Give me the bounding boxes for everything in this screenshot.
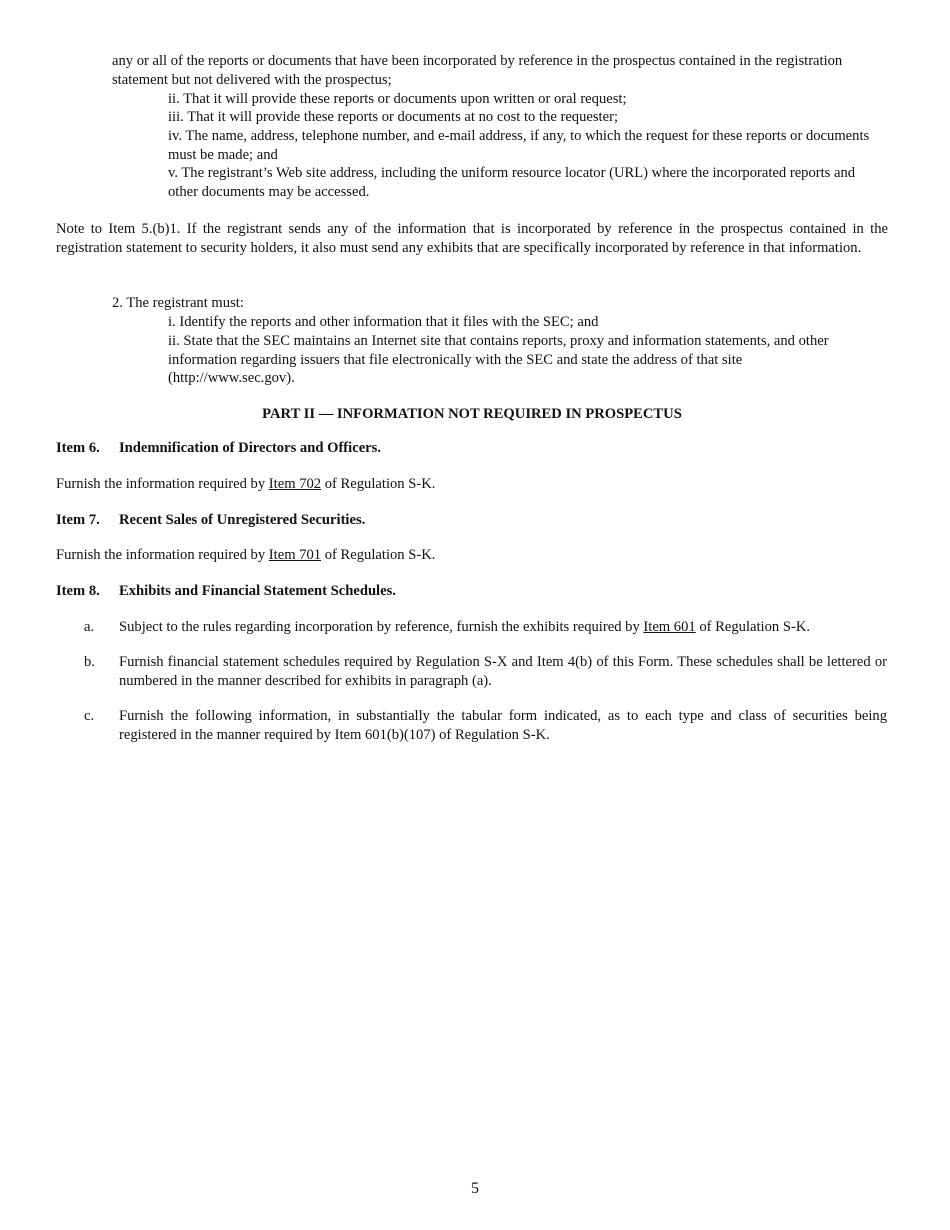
item-7-text-before: Furnish the information required by: [56, 547, 269, 563]
item-8-b-marker: b.: [84, 654, 95, 670]
list-item-v: v. The registrant’s Web site address, including the uniform resource locator (URL) where the incorporated reports and other documents may be accessed.: [168, 165, 856, 200]
item-7-heading: [56, 511, 888, 530]
para-2-item-i: i. Identify the reports and other information that it files with the SEC; and: [168, 314, 599, 330]
item-8-c-text: Furnish the following information, in substantially the tabular form indicated, as to each type and class of securities being registered in the manner required by Item 601(b)(107) of Regulation S-K.: [119, 708, 887, 743]
list-item-iii: iii. That it will provide these reports or documents at no cost to the requester;: [168, 109, 619, 125]
item-7-text: [56, 546, 888, 565]
item-8-number: Item 8.: [56, 583, 100, 599]
part-ii-heading: PART II — INFORMATION NOT REQUIRED IN PROSPECTUS: [262, 406, 682, 422]
item-8-a-marker: a.: [84, 619, 95, 635]
item-7-text-after: of Regulation S-K.: [321, 547, 436, 563]
item-7-number: Item 7.: [56, 512, 100, 528]
item-8-a-text-after: of Regulation S-K.: [695, 619, 811, 635]
item-6-text-before: Furnish the information required by: [56, 476, 269, 492]
para-2-lead: 2. The registrant must:: [112, 295, 244, 311]
item-6-text: [56, 475, 888, 494]
item-8-a-text: [119, 618, 887, 637]
item-6-number: Item 6.: [56, 440, 100, 456]
note-item-5b1: Note to Item 5.(b)1. If the registrant sends any of the information that is incorporated by reference in the prospectus contained in the registration statement to security holders, it also must send any exhibits that are specifically incorporated by reference in that information.: [56, 221, 888, 256]
item-8-title: Exhibits and Financial Statement Schedules.: [119, 583, 396, 599]
item-8-heading: [56, 582, 888, 601]
item-701-link[interactable]: Item 701: [268, 547, 322, 563]
list-item-ii: ii. That it will provide these reports or documents upon written or oral request;: [168, 91, 627, 107]
continuation-lead: any or all of the reports or documents that have been incorporated by reference in the prospectus contained in the registration statement but not delivered with the prospectus;: [112, 53, 843, 88]
item-6-heading: [56, 439, 888, 458]
item-8-b-text: Furnish financial statement schedules required by Regulation S-X and Item 4(b) of this Form. These schedules shall be lettered or numbered in the manner described for exhibits in paragraph (a).: [119, 654, 887, 689]
para-2-item-ii: ii. State that the SEC maintains an Internet site that contains reports, proxy and information statements, and other information regarding issuers that file electronically with the SEC and state the address of that site (http://www.sec.gov).: [168, 333, 829, 387]
item-702-link[interactable]: Item 702: [268, 476, 322, 492]
item-7-title: Recent Sales of Unregistered Securities.: [119, 512, 366, 528]
item-8-a-text-before: Subject to the rules regarding incorporation by reference, furnish the exhibits required by: [119, 619, 644, 635]
item-601-link[interactable]: Item 601: [643, 619, 696, 635]
item-6-text-after: of Regulation S-K.: [321, 476, 436, 492]
item-6-title: Indemnification of Directors and Officers.: [119, 440, 381, 456]
list-item-iv: iv. The name, address, telephone number, and e-mail address, if any, to which the request for these reports or documents must be made; and: [168, 128, 870, 163]
page-number: 5: [471, 1180, 479, 1197]
item-8-c-marker: c.: [84, 708, 95, 724]
